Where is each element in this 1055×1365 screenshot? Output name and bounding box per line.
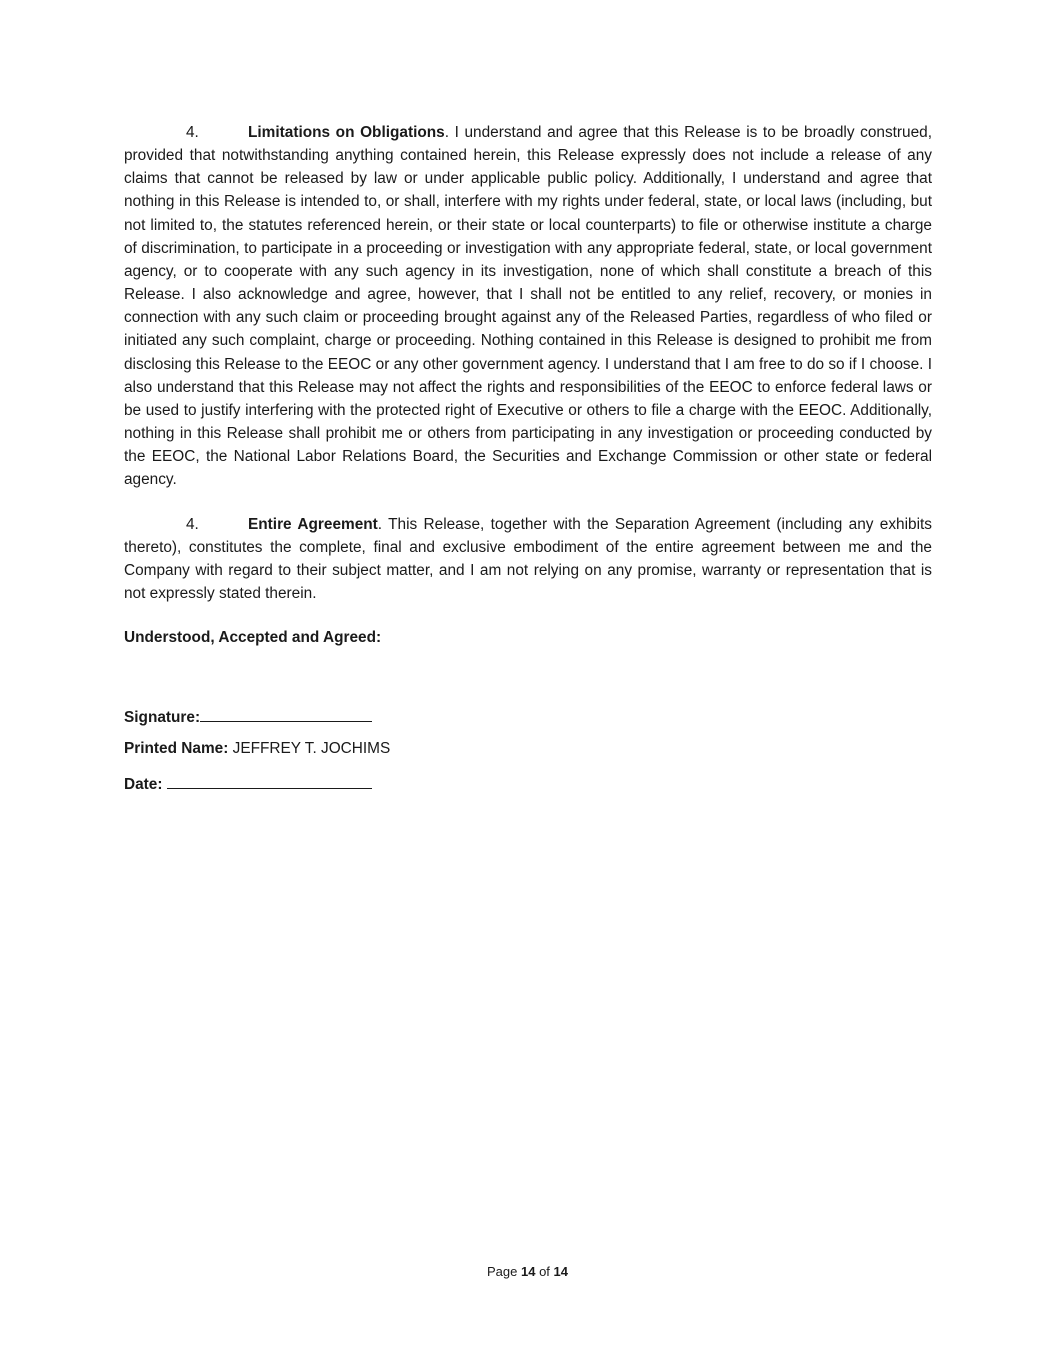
date-row [124, 770, 932, 793]
section-limitations-on-obligations [124, 121, 932, 492]
section-number: 4. [186, 515, 199, 533]
acceptance-heading: Understood, Accepted and Agreed: [124, 629, 382, 647]
section-number: 4. [186, 124, 199, 141]
section-body: . I understand and agree that this Release is to be broadly construed, provided that notwithstanding anything contained herein, this Release expressly does not include a release of any claims that cannot be released by law or under applicable public policy. Additionally, I understand and agree that nothing in this Release is intended to, or shall, interfere with my rights under federal, state, or local laws (including, but not limited to, the statutes referenced herein, or their state or local counterparts) to file or otherwise institute a charge of discrimination, to participate in a proceeding or investigation with any appropriate federal, state, or local government agency, or to cooperate with any such agency in its investigation, none of which shall constitute a breach of this Release. I also acknowledge and agree, however, that I shall not be entitled to any relief, recovery, or monies in connection with any such claim or proceeding brought against any of the Released Parties, regardless of who filed or initiated any such complaint, charge or proceeding. Nothing contained in this Release is designed to prohibit me from disclosing this Release to the EEOC or any other government agency. I understand that I am free to do so if I choose. I also understand that this Release may not affect the rights and responsibilities of the EEOC to enforce federal laws or be used to justify interfering with the protected right of Executive or others to file a charge with the EEOC. Additionally, nothing in this Release shall prohibit me or others from participating in any investigation or proceeding conducted by the EEOC, the National Labor Relations Board, the Securities and Exchange Commission or other state or federal agency. [124, 124, 932, 489]
footer-current-page: 14 [520, 1264, 536, 1279]
signature-block [124, 703, 932, 793]
printed-name-value: JEFFREY T. JOCHIMS [232, 739, 391, 757]
footer-of-word: of [539, 1264, 550, 1279]
section-entire-agreement [124, 513, 932, 606]
date-label: Date: [124, 776, 163, 794]
signature-label: Signature: [124, 709, 201, 727]
footer-total-pages: 14 [553, 1264, 569, 1279]
page-footer [0, 1264, 1055, 1279]
signature-row [124, 703, 932, 726]
section-body: . This Release, together with the Separation Agreement (including any exhibits thereto), constitutes the complete, final and exclusive embodiment of the entire agreement between me and the Company with regard to their subject matter, and I am not relying on any promise, warranty or representation that is not expressly stated therein. [124, 515, 932, 602]
document-body [124, 121, 932, 804]
printed-name-label: Printed Name: [124, 739, 229, 757]
date-line [167, 770, 372, 789]
section-heading: Limitations on Obligations [248, 124, 445, 141]
signature-line [200, 703, 372, 722]
printed-name-row [124, 737, 932, 760]
section-heading: Entire Agreement [248, 515, 378, 533]
footer-page-word: Page [486, 1264, 518, 1279]
